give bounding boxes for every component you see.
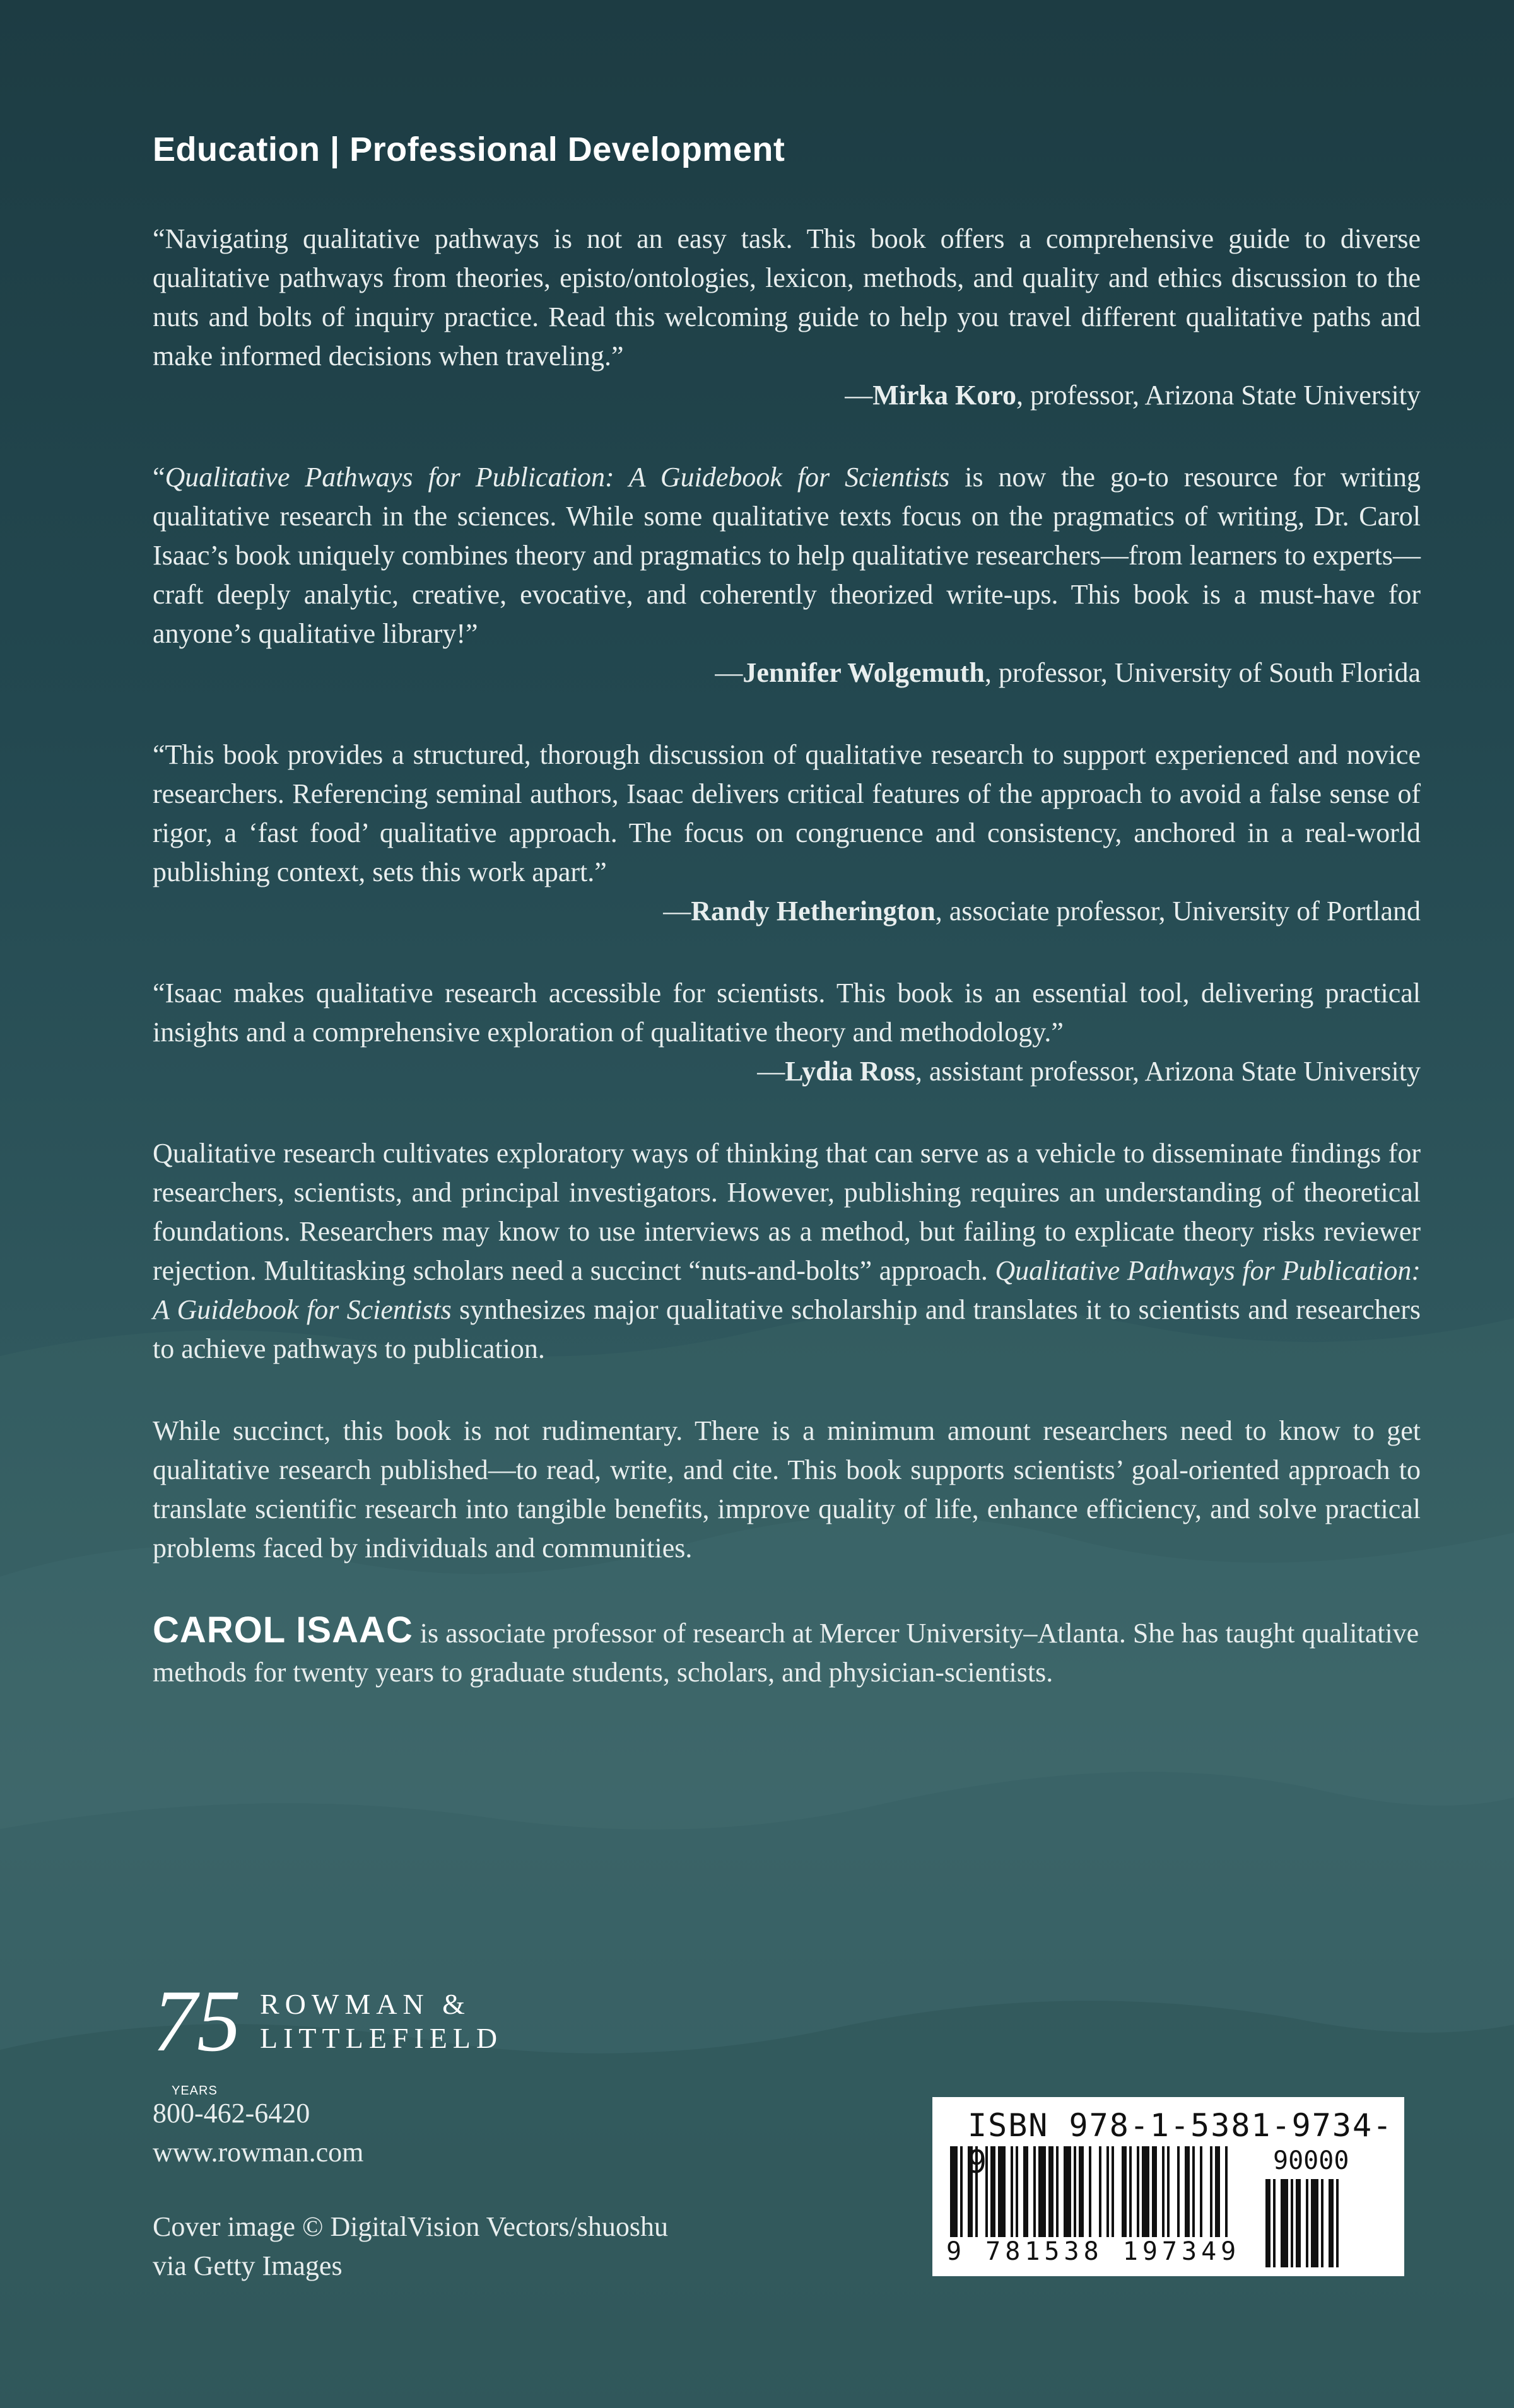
publisher-info <box>153 1968 668 2286</box>
barcode-bar <box>960 2146 963 2247</box>
logo-years-label: YEARS <box>172 2084 218 2098</box>
author-name: CAROL ISAAC <box>153 1610 413 1651</box>
endorsement-text: “This book provides a structured, thorough discussion of qualitative research to support experienced and novice researchers. Referencing seminal authors, Isaac delivers critical features of the approach to avoid a false sense of rigor, a ‘fast food’ qualitative approach. The focus on congruence and consistency, anchored in a real-world publishing context, sets this work apart.” <box>153 739 1421 887</box>
endorser-name: Randy Hetherington <box>691 896 936 926</box>
endorsement-4 <box>153 974 1421 1091</box>
publisher-wordmark: ROWMAN & LITTLEFIELD <box>260 1988 503 2054</box>
author-bio: CAROL ISAAC is associate professor of research at Mercer University–Atlanta. She has taught qualitative methods for twenty years to graduate students, scholars, and physician-scientists. <box>153 1610 1419 1688</box>
publisher-website[interactable]: www.rowman.com <box>153 2137 364 2168</box>
endorser-affiliation: , associate professor, University of Portland <box>935 896 1421 926</box>
description-paragraph-1: Qualitative research cultivates exploratory ways of thinking that can serve as a vehicle to disseminate findings for researchers, scientists, and principal investigators. However, publishing requires an understanding of theoretical foundations. Researchers may know to use interviews as a method, but failing to explicate theory risks reviewer rejection. Multitasking scholars need a succinct “nuts-and-bolts” approach. Qualitative Pathways for Publication: A Guidebook for Scientists synthesizes major qualitative scholarship and translates it to scientists and researchers to achieve pathways to publication. <box>153 1138 1421 1364</box>
addon-bar <box>1296 2179 1301 2267</box>
addon-bar <box>1306 2179 1308 2267</box>
ean-digits: 9 781538 197349 <box>944 2237 1243 2266</box>
endorsement-2 <box>153 458 1421 693</box>
endorsement-text: “Qualitative Pathways for Publication: A Guidebook for Scientists is now the go-to resource for writing qualitative research in the sciences. While some qualitative texts focus on the pragmatics of writing, Dr. Carol Isaac’s book uniquely combines theory and pragmatics to help qualitative researchers—from learners to experts—craft deeply analytic, creative, evocative, and coherently theorized write-ups. This book is a must-have for anyone’s qualitative library!” <box>153 462 1421 649</box>
endorsement-attribution: —Mirka Koro, professor, Arizona State University <box>845 380 1421 411</box>
endorser-name: Jennifer Wolgemuth <box>742 657 985 688</box>
addon-bar <box>1329 2179 1334 2267</box>
book-title: Qualitative Pathways for Publication: A Guidebook for Scientists <box>165 462 950 493</box>
category-label: Education | Professional Development <box>153 131 785 168</box>
addon-bar <box>1311 2179 1318 2267</box>
barcode-bar <box>950 2146 958 2247</box>
publisher-phone: 800-462-6420 <box>153 2098 310 2129</box>
addon-bar <box>1336 2179 1339 2267</box>
publisher-contact <box>153 2094 668 2172</box>
endorsement-attribution: —Jennifer Wolgemuth, professor, University of South Florida <box>715 657 1421 688</box>
description-paragraph-2: While succinct, this book is not rudimentary. There is a minimum amount researchers need to know to get qualitative research published—to read, write, and cite. This book supports scientists’ goal-oriented approach to translate scientific research into tangible benefits, improve quality of life, enhance efficiency, and solve practical problems faced by individuals and communities. <box>153 1415 1421 1563</box>
isbn-barcode <box>932 2097 1404 2276</box>
addon-bar <box>1281 2179 1288 2267</box>
endorser-name: Mirka Koro <box>872 380 1016 411</box>
anniversary-75-logo: 75 YEARS <box>153 1977 247 2066</box>
endorsement-3 <box>153 735 1421 931</box>
book-title: Qualitative Pathways for Publication: A Guidebook for Scientists <box>153 1255 1421 1325</box>
endorser-affiliation: , professor, University of South Florida <box>984 657 1421 688</box>
publisher-logo <box>153 1968 668 2098</box>
addon-bar <box>1321 2179 1323 2267</box>
endorser-affiliation: , assistant professor, Arizona State University <box>915 1056 1421 1087</box>
endorsement-text: “Isaac makes qualitative research accessible for scientists. This book is an essential tool, delivering practical insights and a comprehensive exploration of qualitative theory and methodology.” <box>153 978 1421 1048</box>
addon-bar <box>1291 2179 1293 2267</box>
addon-bar <box>1265 2179 1270 2267</box>
endorser-affiliation: , professor, Arizona State University <box>1016 380 1421 411</box>
isbn-number: ISBN 978-1-5381-9734-9 <box>968 2107 1394 2180</box>
endorsement-text: “Navigating qualitative pathways is not an easy task. This book offers a comprehensive guide to diverse qualitative pathways from theories, episto/ontologies, lexicon, methods, and quality and ethics discussion to the nuts and bolts of inquiry practice. Read this welcoming guide to help you travel different qualitative paths and make informed decisions when traveling.” <box>153 223 1421 371</box>
cover-image-credit: Cover image © DigitalVision Vectors/shuoshu via Getty Images <box>153 2211 669 2281</box>
price-code: 90000 <box>1273 2146 1349 2175</box>
endorsement-attribution: —Lydia Ross, assistant professor, Arizona State University <box>757 1056 1421 1087</box>
back-cover-text <box>153 130 1421 1692</box>
endorser-name: Lydia Ross <box>785 1056 915 1087</box>
endorsement-1 <box>153 219 1421 415</box>
endorsement-attribution: —Randy Hetherington, associate professor, University of Portland <box>663 896 1421 926</box>
addon-bar <box>1273 2179 1276 2267</box>
